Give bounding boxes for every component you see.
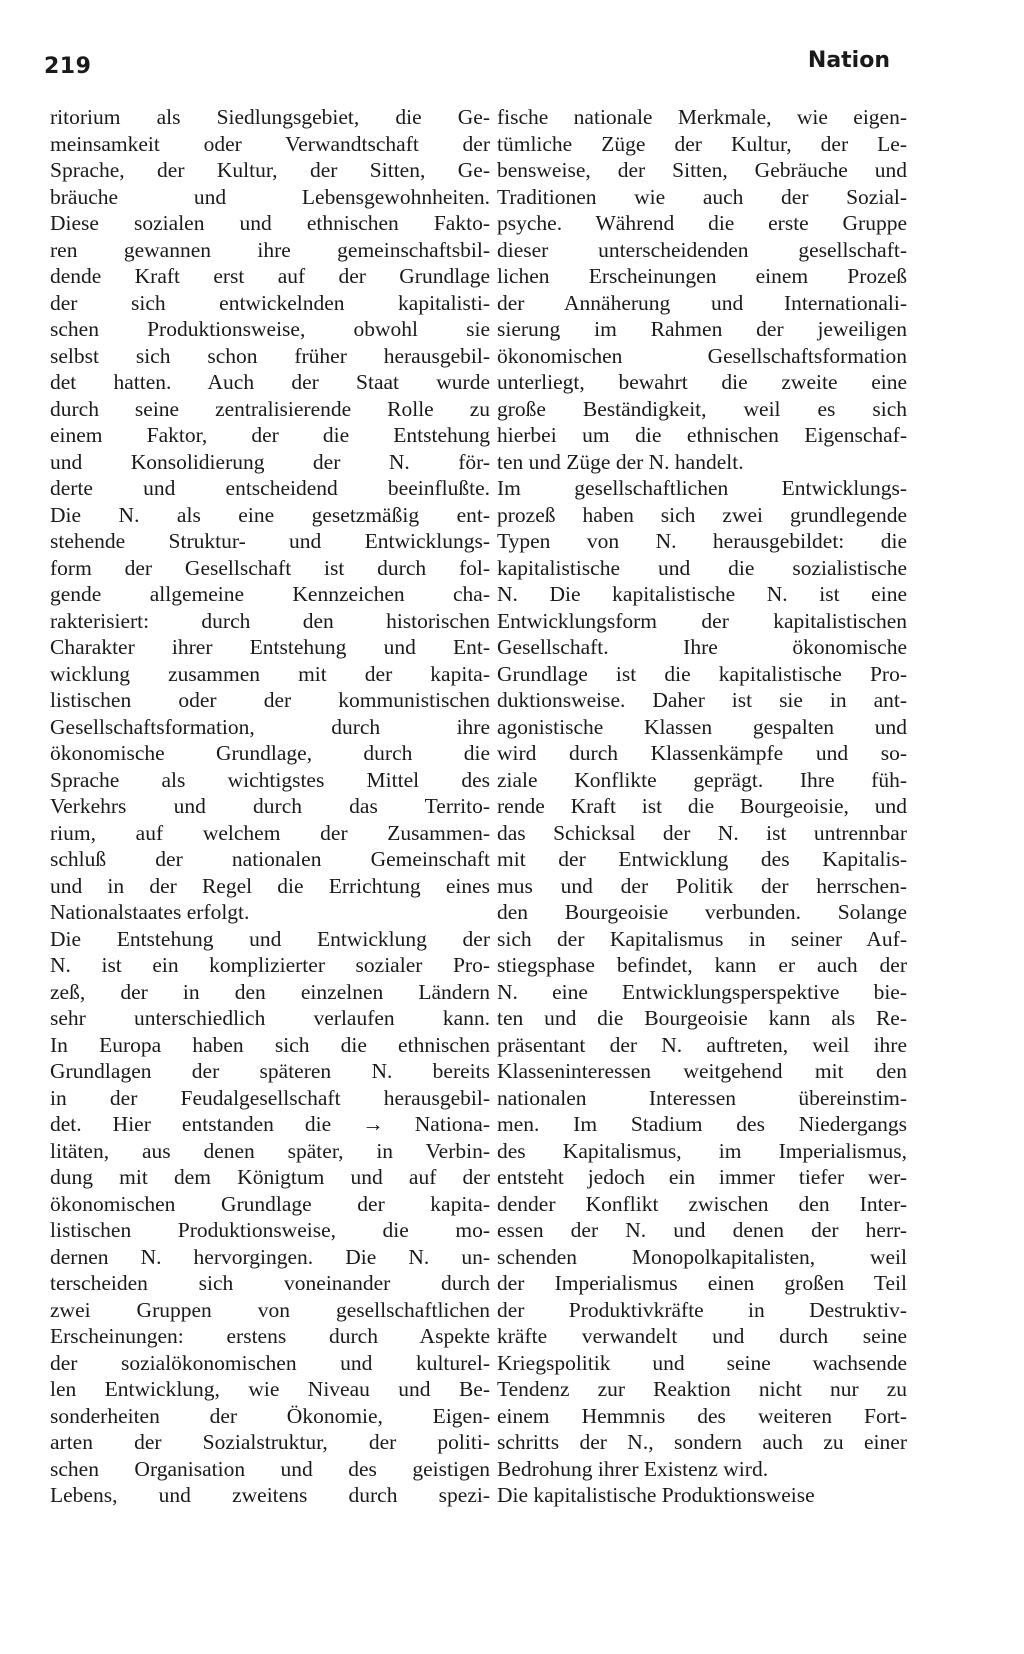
text-line: dender Konflikt zwischen den Inter- xyxy=(497,1191,907,1216)
text-line: und Konsolidierung der N. för- xyxy=(50,449,490,474)
text-line: prozeß haben sich zwei grundlegende xyxy=(497,502,907,527)
text-line: Gesellschaft. Ihre ökonomische xyxy=(497,635,907,659)
text-line: Klasseninteressen weitgehend mit den xyxy=(497,1059,907,1083)
text-line: dende Kraft erst auf der Grundlage xyxy=(50,264,490,288)
text-line: kapitalistische und die sozialistische xyxy=(497,555,907,580)
text-line: der sozialökonomischen und kulturel- xyxy=(50,1350,490,1375)
text-line: hierbei um die ethnischen Eigenschaf- xyxy=(497,423,907,447)
text-line: Tendenz zur Reaktion nicht nur zu xyxy=(497,1377,907,1401)
text-line: Charakter ihrer Entstehung und Ent- xyxy=(50,635,490,659)
text-line: sonderheiten der Ökonomie, Eigen- xyxy=(50,1403,490,1428)
text-line: ziale Konflikte geprägt. Ihre füh- xyxy=(497,767,907,792)
text-line: bräuche und Lebensgewohnheiten. xyxy=(50,184,490,209)
text-line: fische nationale Merkmale, wie eigen- xyxy=(497,105,907,129)
text-line: terscheiden sich voneinander durch xyxy=(50,1271,490,1295)
text-line: Nationalstaates erfolgt. xyxy=(50,900,250,924)
text-line: präsentant der N. auftreten, weil ihre xyxy=(497,1032,907,1057)
text-line: Diese sozialen und ethnischen Fakto- xyxy=(50,211,490,235)
text-line: ökonomischen Gesellschaftsformation xyxy=(497,343,907,368)
text-line: rium, auf welchem der Zusammen- xyxy=(50,820,490,845)
text-line: stiegsphase befindet, kann er auch der xyxy=(497,953,907,977)
text-line: mit der Entwicklung des Kapitalis- xyxy=(497,847,907,871)
text-line: sich der Kapitalismus in seiner Auf- xyxy=(497,926,907,951)
text-line: Grundlagen der späteren N. bereits xyxy=(50,1059,490,1083)
text-line: nationalen Interessen übereinstim- xyxy=(497,1085,907,1110)
left-text-column xyxy=(50,104,490,1509)
text-line: der Imperialismus einen großen Teil xyxy=(497,1271,907,1295)
text-line: ten und die Bourgeoisie kann als Re- xyxy=(497,1006,907,1030)
text-line: dung mit dem Königtum und auf der xyxy=(50,1165,490,1189)
text-line: der Annäherung und Internationali- xyxy=(497,290,907,315)
text-line: rakterisiert: durch den historischen xyxy=(50,608,490,633)
text-line: wicklung zusammen mit der kapita- xyxy=(50,661,490,686)
text-line: das Schicksal der N. ist untrennbar xyxy=(497,820,907,845)
text-line: psyche. Während die erste Gruppe xyxy=(497,211,907,235)
text-line: sehr unterschiedlich verlaufen kann. xyxy=(50,1006,490,1030)
text-line: det. Hier entstanden die → Nationa- xyxy=(50,1112,490,1136)
text-line: kräfte verwandelt und durch seine xyxy=(497,1324,907,1348)
text-line: litäten, aus denen später, in Verbin- xyxy=(50,1138,490,1163)
text-line: meinsamkeit oder Verwandtschaft der xyxy=(50,131,490,156)
text-line: In Europa haben sich die ethnischen xyxy=(50,1032,490,1057)
text-line: Sprache, der Kultur, der Sitten, Ge- xyxy=(50,158,490,182)
text-line: Traditionen wie auch der Sozial- xyxy=(497,184,907,209)
page-number: 219 xyxy=(44,54,92,79)
text-line: Gesellschaftsformation, durch ihre xyxy=(50,714,490,739)
text-line: schluß der nationalen Gemeinschaft xyxy=(50,847,490,871)
text-line: schen Produktionsweise, obwohl sie xyxy=(50,317,490,341)
text-line: mus und der Politik der herrschen- xyxy=(497,873,907,898)
text-line: gende allgemeine Kennzeichen cha- xyxy=(50,582,490,606)
text-line: in der Feudalgesellschaft herausgebil- xyxy=(50,1085,490,1110)
text-line: duktionsweise. Daher ist sie in ant- xyxy=(497,688,907,712)
text-line: ritorium als Siedlungsgebiet, die Ge- xyxy=(50,105,490,129)
text-line: Erscheinungen: erstens durch Aspekte xyxy=(50,1324,490,1348)
text-line: ökonomischen Grundlage der kapita- xyxy=(50,1191,490,1216)
text-line: Grundlage ist die kapitalistische Pro- xyxy=(497,661,907,686)
text-line: agonistische Klassen gespalten und xyxy=(497,714,907,739)
text-line: N. eine Entwicklungsperspektive bie- xyxy=(497,979,907,1004)
text-line: derte und entscheidend beeinflußte. xyxy=(50,476,490,500)
running-head: Nation xyxy=(807,48,890,73)
text-line: lichen Erscheinungen einem Prozeß xyxy=(497,264,907,288)
text-line: tümliche Züge der Kultur, der Le- xyxy=(497,131,907,156)
text-line: zwei Gruppen von gesellschaftlichen xyxy=(50,1297,490,1322)
text-line: den Bourgeoisie verbunden. Solange xyxy=(497,900,907,924)
text-line: Lebens, und zweitens durch spezi- xyxy=(50,1483,490,1507)
text-line: listischen oder der kommunistischen xyxy=(50,688,490,712)
text-line: ten und Züge der N. handelt. xyxy=(497,449,744,474)
text-line: schritts der N., sondern auch zu einer xyxy=(497,1430,907,1454)
text-line: durch seine zentralisierende Rolle zu xyxy=(50,396,490,421)
text-line: Entwicklungsform der kapitalistischen xyxy=(497,608,907,633)
text-line: der Produktivkräfte in Destruktiv- xyxy=(497,1297,907,1322)
text-line: schenden Monopolkapitalisten, weil xyxy=(497,1244,907,1269)
text-line: ren gewannen ihre gemeinschaftsbil- xyxy=(50,237,490,262)
text-line: entsteht jedoch ein immer tiefer wer- xyxy=(497,1165,907,1189)
text-line: N. Die kapitalistische N. ist eine xyxy=(497,582,907,606)
text-line: stehende Struktur- und Entwicklungs- xyxy=(50,529,490,553)
text-line: und in der Regel die Errichtung eines xyxy=(50,873,490,898)
text-line: Die kapitalistische Produktionsweise xyxy=(497,1483,815,1507)
text-line: einem Faktor, der die Entstehung xyxy=(50,423,490,447)
text-line: bensweise, der Sitten, Gebräuche und xyxy=(497,158,907,182)
text-line: listischen Produktionsweise, die mo- xyxy=(50,1218,490,1242)
text-line: men. Im Stadium des Niedergangs xyxy=(497,1112,907,1136)
text-line: zeß, der in den einzelnen Ländern xyxy=(50,979,490,1004)
text-line: Typen von N. herausgebildet: die xyxy=(497,529,907,553)
text-line: Verkehrs und durch das Territo- xyxy=(50,794,490,818)
text-line: det hatten. Auch der Staat wurde xyxy=(50,370,490,394)
text-line: des Kapitalismus, im Imperialismus, xyxy=(497,1138,907,1163)
text-line: len Entwicklung, wie Niveau und Be- xyxy=(50,1377,490,1401)
text-line: selbst sich schon früher herausgebil- xyxy=(50,343,490,368)
text-line: Kriegspolitik und seine wachsende xyxy=(497,1350,907,1375)
text-line: ökonomische Grundlage, durch die xyxy=(50,741,490,765)
text-line: unterliegt, bewahrt die zweite eine xyxy=(497,370,907,394)
text-line: Im gesellschaftlichen Entwicklungs- xyxy=(497,476,907,500)
text-line: essen der N. und denen der herr- xyxy=(497,1218,907,1242)
text-line: Die N. als eine gesetzmäßig ent- xyxy=(50,502,490,527)
text-line: dieser unterscheidenden gesellschaft- xyxy=(497,237,907,262)
text-line: rende Kraft ist die Bourgeoisie, und xyxy=(497,794,907,818)
text-line: Sprache als wichtigstes Mittel des xyxy=(50,767,490,792)
text-line: dernen N. hervorgingen. Die N. un- xyxy=(50,1244,490,1269)
text-line: sierung im Rahmen der jeweiligen xyxy=(497,317,907,341)
text-line: arten der Sozialstruktur, der politi- xyxy=(50,1430,490,1454)
text-line: schen Organisation und des geistigen xyxy=(50,1456,490,1481)
text-line: der sich entwickelnden kapitalisti- xyxy=(50,290,490,315)
text-line: einem Hemmnis des weiteren Fort- xyxy=(497,1403,907,1428)
text-line: große Beständigkeit, weil es sich xyxy=(497,396,907,421)
text-line: N. ist ein komplizierter sozialer Pro- xyxy=(50,953,490,977)
text-line: Bedrohung ihrer Existenz wird. xyxy=(497,1456,769,1481)
text-line: wird durch Klassenkämpfe und so- xyxy=(497,741,907,765)
text-line: form der Gesellschaft ist durch fol- xyxy=(50,555,490,580)
text-line: Die Entstehung und Entwicklung der xyxy=(50,926,490,951)
right-text-column xyxy=(497,104,907,1509)
